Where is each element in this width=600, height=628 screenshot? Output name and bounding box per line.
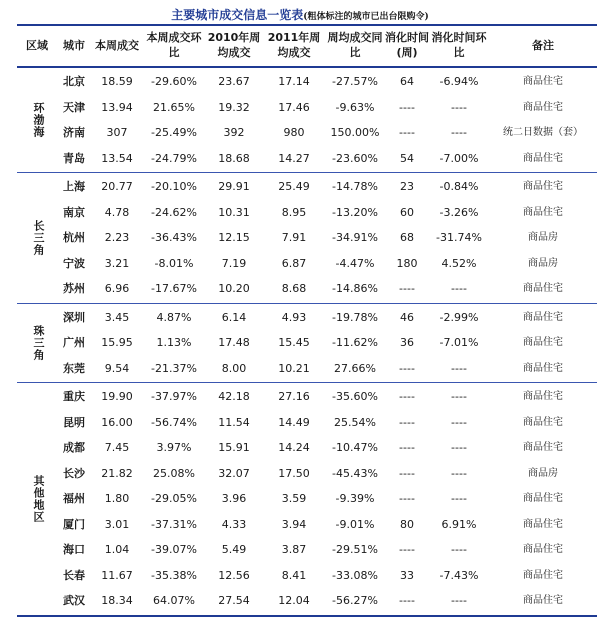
weekly-change-cell: 1.13%: [156, 336, 192, 349]
header-avg-2011: 2011年周均成交: [267, 31, 321, 59]
city-cell: 昆明: [63, 415, 85, 429]
remarks-cell: 商品住宅: [523, 391, 563, 402]
avg-2011-cell: 3.87: [281, 543, 307, 556]
avg-2010-cell: 12.15: [218, 231, 250, 244]
avg-change-cell: -9.63%: [335, 100, 375, 114]
remarks-cell: 商品房: [528, 467, 558, 479]
remarks-cell: 商品住宅: [523, 442, 563, 453]
header-bottom-rule: [17, 66, 597, 68]
digestion-change-cell: -0.84%: [439, 180, 479, 193]
header-remarks: 备注: [532, 38, 554, 52]
remarks-cell: 商品住宅: [523, 76, 563, 87]
table-row: [17, 228, 597, 248]
weekly-change-cell: 3.97%: [156, 441, 192, 454]
remarks-cell: 商品住宅: [523, 101, 563, 113]
city-cell: 长春: [63, 568, 85, 582]
avg-change-cell: -23.60%: [332, 151, 378, 165]
weekly-volume-cell: 9.54: [104, 361, 130, 375]
table-bottom-rule: [17, 615, 597, 617]
city-cell: 北京: [63, 75, 85, 88]
avg-2010-cell: 11.54: [218, 415, 250, 429]
weekly-change-cell: 21.65%: [153, 100, 195, 114]
header-digestion: 消化时间(周): [385, 31, 429, 59]
table-row: [17, 359, 597, 379]
avg-change-cell: -10.47%: [332, 441, 378, 454]
weekly-change-cell: -25.49%: [151, 126, 197, 139]
weekly-change-cell: -37.31%: [151, 517, 197, 531]
avg-2011-cell: 17.50: [278, 466, 310, 480]
digestion-cell: ----: [399, 415, 415, 429]
avg-change-cell: -9.01%: [335, 517, 375, 531]
digestion-change-cell: ----: [451, 100, 467, 114]
avg-change-cell: -27.57%: [332, 75, 378, 88]
table-title: [0, 6, 600, 23]
weekly-volume-cell: 15.95: [101, 336, 133, 349]
city-cell: 宁波: [63, 256, 85, 270]
table-row: [17, 177, 597, 197]
remarks-cell: 商品住宅: [523, 152, 563, 164]
digestion-cell: ----: [399, 594, 415, 607]
avg-2010-cell: 7.19: [221, 256, 247, 270]
avg-change-cell: -33.08%: [332, 568, 378, 582]
weekly-volume-cell: 307: [106, 126, 128, 139]
weekly-volume-cell: 7.45: [104, 441, 130, 454]
weekly-change-cell: -8.01%: [154, 256, 194, 270]
table-row: [17, 98, 597, 118]
digestion-change-cell: ----: [451, 594, 467, 607]
weekly-volume-cell: 20.77: [101, 180, 133, 193]
avg-2011-cell: 17.14: [278, 75, 310, 88]
remarks-cell: 商品住宅: [523, 337, 563, 348]
city-cell: 上海: [63, 180, 85, 193]
weekly-change-cell: -36.43%: [151, 231, 197, 244]
header-weekly-volume: 本周成交: [95, 38, 139, 52]
remarks-cell: 商品房: [528, 232, 558, 243]
digestion-change-cell: ----: [451, 415, 467, 429]
table-row: [17, 72, 597, 92]
city-cell: 武汉: [63, 594, 85, 607]
avg-2011-cell: 27.16: [278, 390, 310, 403]
digestion-cell: 68: [400, 231, 414, 244]
avg-change-cell: -29.51%: [332, 543, 378, 556]
table-row: [17, 308, 597, 328]
weekly-change-cell: 64.07%: [153, 594, 195, 607]
avg-2010-cell: 23.67: [218, 75, 250, 88]
avg-change-cell: 27.66%: [334, 361, 376, 375]
weekly-change-cell: -24.79%: [151, 151, 197, 165]
avg-2010-cell: 8.00: [221, 361, 247, 375]
weekly-volume-cell: 21.82: [101, 466, 133, 480]
weekly-change-cell: -21.37%: [151, 361, 197, 375]
digestion-cell: ----: [399, 441, 415, 454]
avg-2011-cell: 8.41: [281, 568, 307, 582]
remarks-cell: 商品住宅: [523, 544, 563, 555]
avg-change-cell: -45.43%: [332, 466, 378, 480]
table-row: [17, 591, 597, 611]
remarks-cell: 商品住宅: [523, 283, 563, 294]
digestion-cell: ----: [399, 282, 415, 295]
city-cell: 厦门: [63, 517, 85, 531]
remarks-cell: 商品住宅: [523, 493, 563, 504]
remarks-cell: 商品住宅: [523, 416, 563, 428]
digestion-cell: ----: [399, 492, 415, 505]
avg-2010-cell: 18.68: [218, 151, 250, 165]
weekly-change-cell: -24.62%: [151, 205, 197, 219]
weekly-change-cell: -35.38%: [151, 568, 197, 582]
digestion-change-cell: ----: [451, 543, 467, 556]
city-cell: 杭州: [63, 231, 85, 244]
avg-2011-cell: 10.21: [278, 361, 310, 375]
digestion-change-cell: -7.00%: [439, 151, 479, 165]
table-row: [17, 489, 597, 509]
table-row: [17, 333, 597, 353]
digestion-change-cell: ----: [451, 466, 467, 480]
weekly-volume-cell: 1.80: [104, 492, 130, 505]
city-cell: 福州: [63, 492, 85, 505]
digestion-cell: ----: [399, 543, 415, 556]
region-divider: [17, 172, 597, 173]
avg-2010-cell: 4.33: [221, 517, 247, 531]
remarks-cell: 商品住宅: [523, 595, 563, 606]
header-city: 城市: [63, 38, 85, 52]
weekly-volume-cell: 3.21: [104, 256, 130, 270]
remarks-cell: 商品住宅: [523, 206, 563, 218]
city-cell: 深圳: [63, 310, 85, 324]
remarks-cell: 商品住宅: [523, 181, 563, 192]
weekly-volume-cell: 13.94: [101, 100, 133, 114]
avg-2010-cell: 10.31: [218, 205, 250, 219]
digestion-cell: 180: [396, 256, 418, 270]
city-cell: 东莞: [63, 361, 85, 375]
header-avg-2010: 2010年周均成交: [207, 31, 261, 59]
digestion-cell: 36: [400, 336, 414, 349]
weekly-change-cell: -56.74%: [151, 415, 197, 429]
table-row: [17, 279, 597, 299]
header-weekly-change: 本周成交环比: [146, 31, 202, 59]
digestion-cell: 80: [400, 517, 414, 531]
header-region: 区域: [26, 38, 48, 52]
digestion-cell: 64: [400, 75, 414, 88]
digestion-cell: 23: [400, 180, 414, 193]
table-row: [17, 566, 597, 586]
digestion-change-cell: ----: [451, 390, 467, 403]
title-text: 主要城市成交信息一览表: [171, 8, 304, 22]
region-label: 长三角: [32, 219, 45, 256]
weekly-change-cell: 4.87%: [156, 310, 192, 324]
digestion-change-cell: ----: [451, 126, 467, 139]
digestion-change-cell: 6.91%: [441, 517, 477, 531]
avg-2010-cell: 27.54: [218, 594, 250, 607]
digestion-cell: ----: [399, 466, 415, 480]
avg-2011-cell: 3.59: [281, 492, 307, 505]
weekly-volume-cell: 18.59: [101, 75, 133, 88]
table-row: [17, 438, 597, 458]
digestion-cell: 60: [400, 205, 414, 219]
remarks-cell: 商品住宅: [523, 311, 563, 323]
avg-2010-cell: 15.91: [218, 441, 250, 454]
avg-change-cell: 25.54%: [334, 415, 376, 429]
region-label: 珠三角: [32, 324, 45, 361]
remarks-cell: 统二日数据（套）: [503, 127, 583, 138]
weekly-volume-cell: 16.00: [101, 415, 133, 429]
remarks-cell: 商品住宅: [523, 569, 563, 581]
avg-2010-cell: 29.91: [218, 180, 250, 193]
avg-change-cell: -9.39%: [335, 492, 375, 505]
avg-2010-cell: 6.14: [221, 310, 247, 324]
digestion-change-cell: -6.94%: [439, 75, 479, 88]
city-cell: 海口: [63, 543, 85, 556]
weekly-volume-cell: 19.90: [101, 390, 133, 403]
table-row: [17, 464, 597, 484]
avg-2011-cell: 14.49: [278, 415, 310, 429]
digestion-change-cell: -2.99%: [439, 310, 479, 324]
title-note: (粗体标注的城市已出台限购令): [303, 12, 429, 22]
avg-2010-cell: 12.56: [218, 568, 250, 582]
weekly-change-cell: 25.08%: [153, 466, 195, 480]
avg-2011-cell: 12.04: [278, 594, 310, 607]
avg-2010-cell: 19.32: [218, 100, 250, 114]
remarks-cell: 商品住宅: [523, 362, 563, 374]
city-cell: 成都: [63, 441, 85, 454]
digestion-change-cell: -7.01%: [439, 336, 479, 349]
digestion-change-cell: -3.26%: [439, 205, 479, 219]
city-cell: 青岛: [63, 151, 85, 165]
table-row: [17, 540, 597, 560]
digestion-change-cell: -7.43%: [439, 568, 479, 582]
digestion-cell: 46: [400, 310, 414, 324]
weekly-change-cell: -20.10%: [151, 180, 197, 193]
weekly-change-cell: -37.97%: [151, 390, 197, 403]
digestion-change-cell: ----: [451, 361, 467, 375]
digestion-change-cell: ----: [451, 441, 467, 454]
weekly-volume-cell: 3.45: [104, 310, 130, 324]
digestion-cell: ----: [399, 100, 415, 114]
avg-change-cell: -13.20%: [332, 205, 378, 219]
avg-2011-cell: 15.45: [278, 336, 310, 349]
avg-change-cell: -34.91%: [332, 231, 378, 244]
digestion-change-cell: ----: [451, 492, 467, 505]
table-row: [17, 149, 597, 169]
digestion-cell: ----: [399, 390, 415, 403]
weekly-change-cell: -39.07%: [151, 543, 197, 556]
city-cell: 重庆: [63, 390, 85, 403]
avg-change-cell: -4.47%: [335, 256, 375, 270]
weekly-volume-cell: 18.34: [101, 594, 133, 607]
digestion-cell: 54: [400, 151, 414, 165]
region-label: 其他地区: [32, 474, 45, 523]
weekly-volume-cell: 11.67: [101, 568, 133, 582]
avg-2010-cell: 3.96: [221, 492, 247, 505]
avg-2010-cell: 32.07: [218, 466, 250, 480]
region-divider: [17, 382, 597, 383]
table-row: [17, 123, 597, 143]
avg-change-cell: -11.62%: [332, 336, 378, 349]
weekly-change-cell: -29.60%: [151, 75, 197, 88]
city-cell: 苏州: [63, 282, 85, 295]
avg-change-cell: 150.00%: [330, 126, 380, 139]
avg-2010-cell: 10.20: [218, 282, 250, 295]
digestion-cell: 33: [400, 568, 414, 582]
avg-2011-cell: 7.91: [281, 231, 307, 244]
table-row: [17, 203, 597, 223]
avg-change-cell: -56.27%: [332, 594, 378, 607]
avg-2011-cell: 8.68: [281, 282, 307, 295]
avg-2011-cell: 4.93: [281, 310, 307, 324]
city-cell: 天津: [63, 100, 85, 114]
header-avg-change: 周均成交同比: [327, 31, 383, 59]
weekly-change-cell: -17.67%: [151, 282, 197, 295]
table-row: [17, 387, 597, 407]
city-cell: 济南: [63, 126, 85, 139]
table-row: [17, 515, 597, 535]
digestion-cell: ----: [399, 126, 415, 139]
avg-2011-cell: 14.27: [278, 151, 310, 165]
table-row: [17, 413, 597, 433]
avg-2011-cell: 3.94: [281, 517, 307, 531]
avg-2011-cell: 6.87: [281, 256, 307, 270]
avg-change-cell: -19.78%: [332, 310, 378, 324]
weekly-volume-cell: 13.54: [101, 151, 133, 165]
avg-change-cell: -35.60%: [332, 390, 378, 403]
digestion-change-cell: 4.52%: [441, 256, 477, 270]
avg-2010-cell: 392: [223, 126, 245, 139]
avg-2010-cell: 5.49: [221, 543, 247, 556]
digestion-change-cell: ----: [451, 282, 467, 295]
weekly-volume-cell: 4.78: [104, 205, 130, 219]
avg-2011-cell: 14.24: [278, 441, 310, 454]
avg-2011-cell: 17.46: [278, 100, 310, 114]
city-cell: 长沙: [63, 466, 85, 480]
city-cell: 南京: [63, 205, 85, 219]
avg-change-cell: -14.86%: [332, 282, 378, 295]
remarks-cell: 商品住宅: [523, 518, 563, 530]
weekly-volume-cell: 3.01: [104, 517, 130, 531]
weekly-volume-cell: 2.23: [104, 231, 130, 244]
avg-2011-cell: 8.95: [281, 205, 307, 219]
region-label: 环渤海: [32, 102, 45, 138]
digestion-change-cell: -31.74%: [436, 231, 482, 244]
digestion-cell: ----: [399, 361, 415, 375]
table-row: [17, 254, 597, 274]
avg-2011-cell: 25.49: [278, 180, 310, 193]
header-digestion-change: 消化时间环比: [431, 31, 487, 59]
weekly-volume-cell: 6.96: [104, 282, 130, 295]
weekly-change-cell: -29.05%: [151, 492, 197, 505]
remarks-cell: 商品房: [528, 257, 558, 269]
region-divider: [17, 303, 597, 304]
city-cell: 广州: [63, 336, 85, 349]
weekly-volume-cell: 1.04: [104, 543, 130, 556]
avg-2010-cell: 42.18: [218, 390, 250, 403]
avg-2011-cell: 980: [283, 126, 305, 139]
avg-2010-cell: 17.48: [218, 336, 250, 349]
avg-change-cell: -14.78%: [332, 180, 378, 193]
